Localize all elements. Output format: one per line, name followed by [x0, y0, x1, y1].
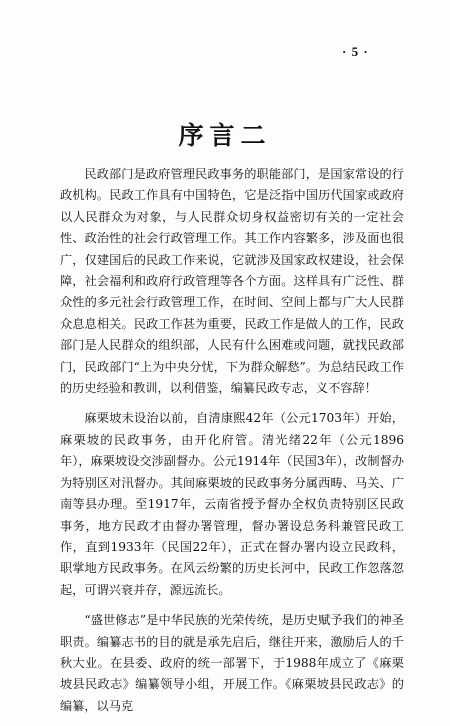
page-number: · 5 ·: [342, 44, 369, 59]
page-title: 序言二: [178, 121, 272, 150]
paragraph: 民政部门是政府管理民政事务的职能部门，是国家常设的行政机构。民政工作具有中国特色，它是泛指中国历代国家或政府以人民群众为对象，与人民群众切身权益密切有关的一定社会性、政治性的社会行政管理工作。其工作内容繁多，涉及面也很广，仅建国后的民政工作来说，它就涉及国家政权建设，社会保障，社会福利和政府行政管理等各个方面。这样具有广泛性、群众性的多元社会行政管理工作，在时间、空间上都与广大人民群众息息相关。民政工作甚为重要，民政工作是做人的工作，民政部门是人民群众的组织部，人民有什么困难或问题，就找民政部门，民政部门“上为中央分忧，下为群众解愁”。为总结民政工作的历史经验和教训，以利借鉴，编纂民政专志，义不容辞！: [60, 167, 404, 396]
paragraph: 麻栗坡未设治以前，自清康熙42年（公元1703年）开始，麻栗坡的民政事务，由开化府管。清光绪22年（公元1896年），麻栗坡设交涉副督办。公元1914年（民国3年），改制督办为特别区对汛督办。其间麻栗坡的民政事务分属西畴、马关、广南等县办理。至1917年，云南省授予督办全权负责特别区民政事务，地方民政才由督办署管理，督办署设总务科兼管民政工作，直到1933年（民国22年），正式在督办署内设立民政科，职掌地方民政事务。在风云纷繁的历史长河中，民政工作忽落忽起，可谓兴衰并存，源远流长。: [60, 411, 404, 597]
paragraph: “盛世修志”是中华民族的光荣传统，是历史赋予我们的神圣职责。编纂志书的目的就是承先启后，继往开来，激励后人的千秋大业。在县委、政府的统一部署下，于1988年成立了《麻栗坡县民政志》编纂领导小组，开展工作。《麻栗坡县民政志》的编纂，以马克: [60, 613, 404, 713]
body-text: [60, 164, 404, 726]
